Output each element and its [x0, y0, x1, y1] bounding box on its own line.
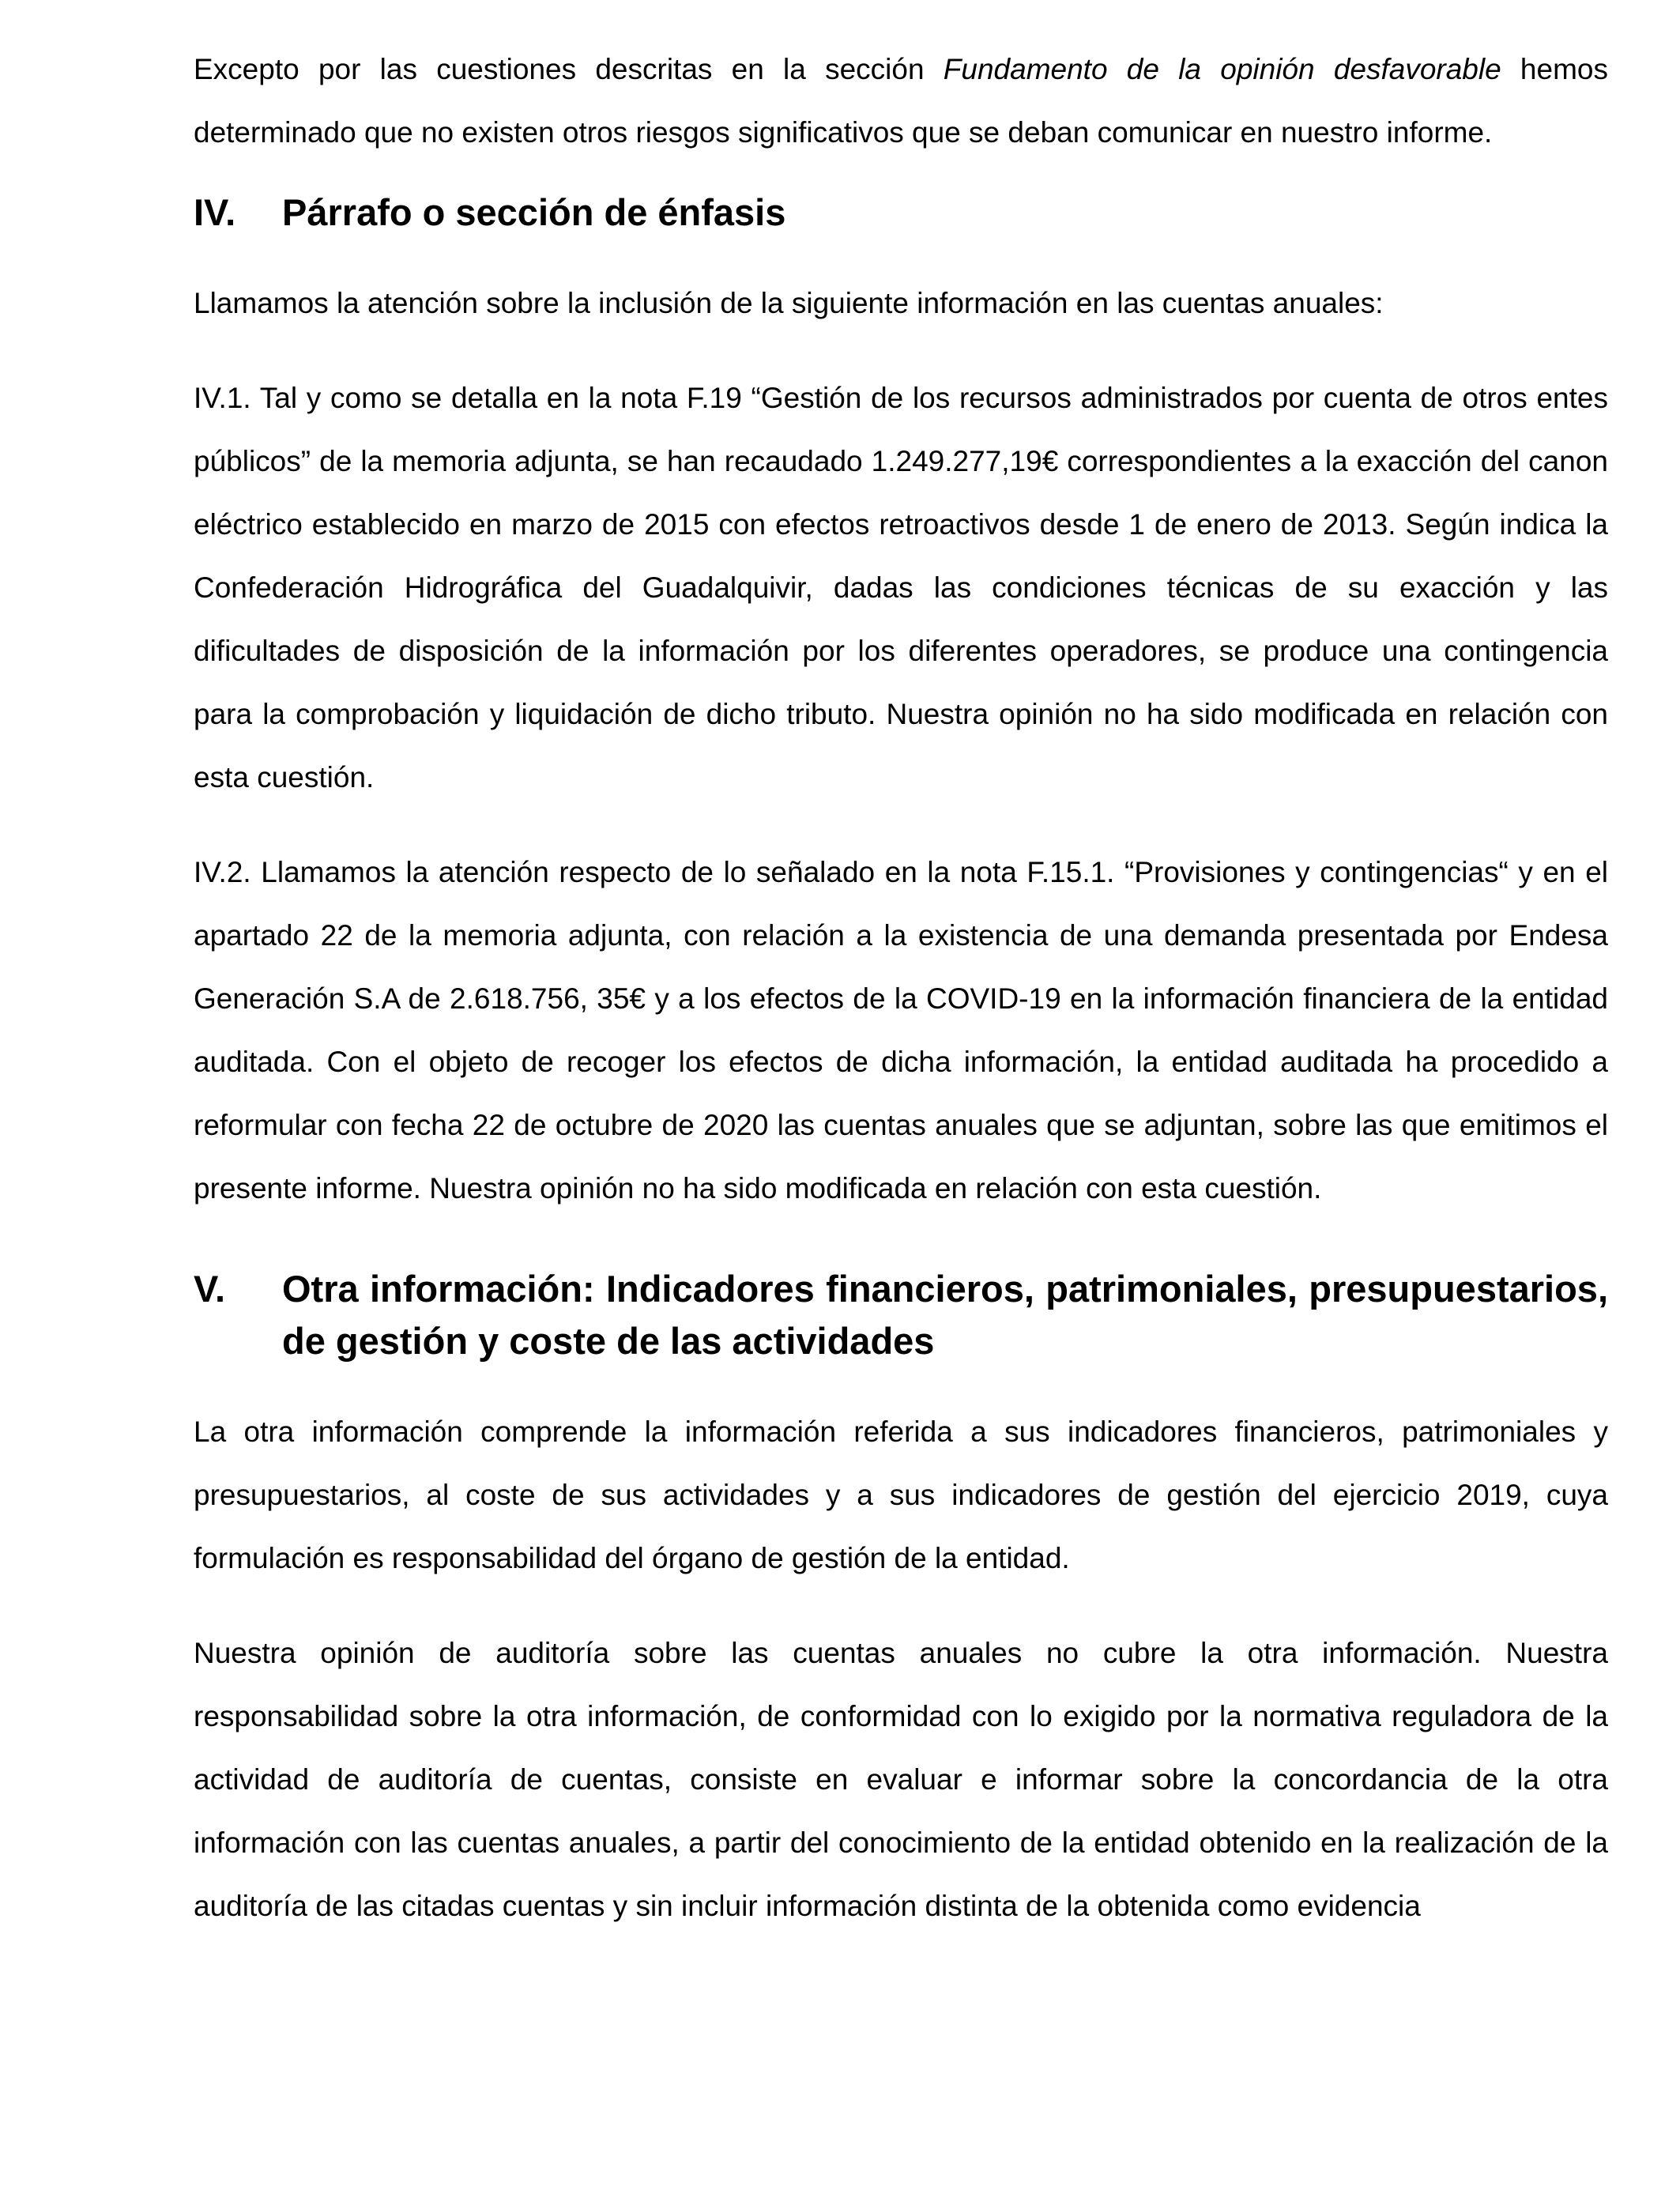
section-iv-heading: [194, 187, 1608, 239]
intro-text-part2: hemos determinado que no existen otros riesgos significativos que se deban comunicar en nuestro informe.: [194, 53, 1608, 149]
document-page: [194, 38, 1608, 1938]
section-v-title: Otra información: Indicadores financieros, patrimoniales, presupuestarios, de gestión y coste de las actividades: [282, 1268, 1608, 1362]
intro-italic-reference: Fundamento de la opinión desfavorable: [943, 53, 1501, 85]
section-v-heading: [194, 1263, 1608, 1367]
section-v-number: V.: [194, 1268, 226, 1310]
section-v-paragraph-1: La otra información comprende la información referida a sus indicadores financieros, patrimoniales y presupuestarios, al coste de sus actividades y a sus indicadores de gestión del ejercicio 2019, cuya formulación es responsabilidad del órgano de gestión de la entidad.: [194, 1416, 1608, 1574]
section-iv-lead-paragraph: Llamamos la atención sobre la inclusión de la siguiente información en las cuentas anuales:: [194, 287, 1384, 319]
section-iv-paragraph-2: IV.2. Llamamos la atención respecto de lo señalado en la nota F.15.1. “Provisiones y contingencias“ y en el apartado 22 de la memoria adjunta, con relación a la existencia de una demanda presentada por Endesa Generación S.A de 2.618.756, 35€ y a los efectos de la COVID-19 en la información financiera de la entidad auditada. Con el objeto de recoger los efectos de dicha información, la entidad auditada ha procedido a reformular con fecha 22 de octubre de 2020 las cuentas anuales que se adjuntan, sobre las que emitimos el presente informe. Nuestra opinión no ha sido modificada en relación con esta cuestión.: [194, 856, 1608, 1204]
section-v-paragraph-2: Nuestra opinión de auditoría sobre las cuentas anuales no cubre la otra información. Nuestra responsabilidad sobre la otra información, de conformidad con lo exigido por la normativa reguladora de la actividad de auditoría de cuentas, consiste en evaluar e informar sobre la concordancia de la otra información con las cuentas anuales, a partir del conocimiento de la entidad obtenido en la realización de la auditoría de las citadas cuentas y sin incluir información distinta de la obtenida como evidencia: [194, 1637, 1608, 1922]
section-iv-paragraph-1: IV.1. Tal y como se detalla en la nota F.19 “Gestión de los recursos administrados por cuenta de otros entes públicos” de la memoria adjunta, se han recaudado 1.249.277,19€ correspondientes a la exacción del canon eléctrico establecido en marzo de 2015 con efectos retroactivos desde 1 de enero de 2013. Según indica la Confederación Hidrográfica del Guadalquivir, dadas las condiciones técnicas de su exacción y las dificultades de disposición de la información por los diferentes operadores, se produce una contingencia para la comprobación y liquidación de dicho tributo. Nuestra opinión no ha sido modificada en relación con esta cuestión.: [194, 382, 1608, 794]
section-iv-number: IV.: [194, 191, 236, 233]
intro-paragraph: [194, 38, 1608, 164]
intro-text-part1: Excepto por las cuestiones descritas en la sección: [194, 53, 944, 85]
section-iv-title: Párrafo o sección de énfasis: [282, 191, 786, 233]
